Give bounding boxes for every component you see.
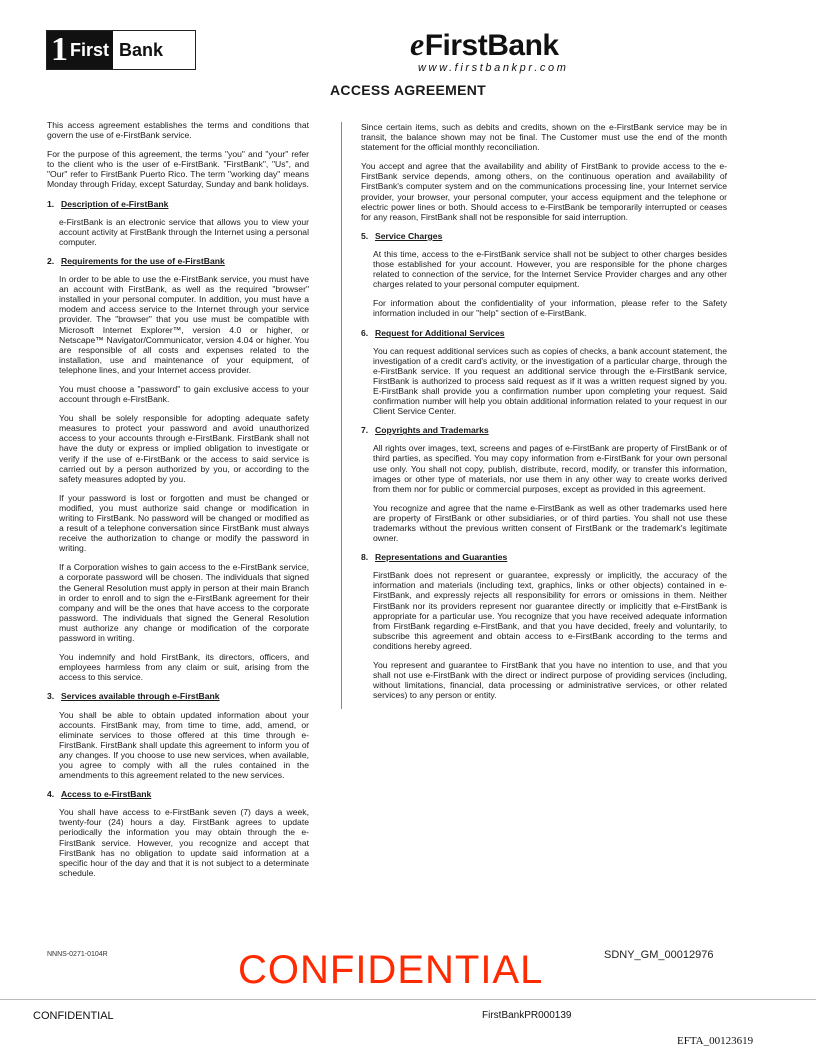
- section-4-paragraph-1: You shall have access to e-FirstBank seven (7) days a week, twenty-four (24) hours a day. FirstBank agrees to update periodically the information you may obtain through the e-FirstBank service. However, you recognize and accept that FirstBank has no obligation to update said information at a specific hour of the day and that it is not subject to a determinate schedule.: [59, 807, 309, 878]
- section-4-paragraph-2: Since certain items, such as debits and credits, shown on the e-FirstBank service may be in transit, the balance shown may not be final. The Customer must use the end of the month statement for the official monthly reconciliation.: [361, 122, 727, 153]
- section-2-paragraph-3: You shall be solely responsible for adopting adequate safety measures to protect your password and avoid unauthorized access to your accounts through e-FirstBank. FirstBank shall not have the duty or express or implied obligation to investigate or verify if the use of e-FirstBank or the access to said service is carried out by a person authorized by you, or according to the safety measures adopted by you.: [59, 413, 309, 484]
- confidential-stamp: CONFIDENTIAL: [238, 948, 544, 992]
- section-7-heading: [361, 425, 727, 435]
- section-2-paragraph-1: In order to be able to use the e-FirstBank service, you must have an account with FirstBank, as well as the required "browser" installed in your personal computer. In addition, you must have a modem and access service to the Internet through your service provider. The "browser" that you use must be compatible with Microsoft Internet Explorer™, version 4.0 or higher, or Netscape™ Navigator/Communicator, version 4.04 or higher. You are responsible of all costs and expenses related to the installation, use and maintenance of your equipment, of telephone lines, and your Internet access provider.: [59, 274, 309, 375]
- section-8-title: Representations and Guaranties: [375, 552, 508, 563]
- section-4-number: 4.: [47, 789, 55, 800]
- section-2-title: Requirements for the use of e-FirstBank: [61, 255, 225, 266]
- section-7-paragraph-2: You recognize and agree that the name e-FirstBank as well as other trademarks used here are property of FirstBank or other subsidiaries, or of third parties. You shall not use these trademarks without the previous written consent of FirstBank or the trademark's legitimate owner.: [373, 502, 727, 544]
- section-3-paragraph-1: You shall be able to obtain updated information about your accounts. FirstBank may, from time to time, add, amend, or eliminate services to those offered at this time through e-FirstBank. FirstBank shall update this agreement to inform you of any changes. If you choose to use new services, when available, you agree to comply with all the rules contained in the amendments to this agreement related to the new services.: [59, 709, 309, 781]
- section-2-paragraph-5: If a Corporation wishes to gain access to the e-FirstBank service, a corporate password will be chosen. The individuals that signed the General Resolution must apply in person at their main Branch in order to enroll and to sign the e-FirstBank agreement for their company and will be the ones that have access to the corporate password. The individuals that signed the General Resolution must authorize any change or modification of the corporate password in writing.: [59, 562, 309, 644]
- logo-right-brand-text: FirstBank: [424, 29, 559, 62]
- section-7-number: 7.: [361, 425, 369, 436]
- section-1-heading: [47, 199, 309, 209]
- form-code: NNNS-0271-0104R: [47, 951, 108, 958]
- section-8-paragraph-1: FirstBank does not represent or guarantee, expressly or implicitly, the accuracy of the information and materials (including text, graphics, links or other objects) contained in e-FirstBank, and expressly rejects all responsibility for errors or omissions in them. Neither FirstBank nor its providers represent nor guarantee directly or implicitly that e-FirstBank is appropriate for a particular use. You recognize that you have received adequate information from FirstBank regarding e-FirstBank, and that you have decided, freely and voluntarily, to subscribe this agreement and obtain access to e-FirstBank according to the terms and conditions hereby agreed.: [373, 570, 727, 651]
- swoosh-icon: e: [410, 26, 424, 62]
- logo-one-glyph: 1: [51, 31, 68, 68]
- section-3-heading: [47, 691, 309, 701]
- section-4-heading: [47, 789, 309, 799]
- section-1-number: 1.: [47, 198, 55, 209]
- bates-number-bottom: FirstBankPR000139: [482, 1010, 572, 1021]
- section-5-title: Service Charges: [375, 230, 443, 241]
- section-4-paragraph-3: You accept and agree that the availability and ability of FirstBank to provide access to the e-FirstBank service depends, among others, on the continuous operation and availability of FirstBank's computer system and on the communications processing line, your Internet service provider, your browser, your personal computer, your access equipment and the telephone or electric power lines or both. Should access to e-FirstBank be temporarily interrupted or ceases for any reason, FirstBank shall not be responsible for said interruption.: [361, 161, 727, 222]
- section-2-number: 2.: [47, 255, 55, 266]
- logo-right-url: www.firstbankpr.com: [418, 62, 569, 74]
- efta-number: EFTA_00123619: [677, 1035, 754, 1047]
- section-7-title: Copyrights and Trademarks: [375, 425, 489, 436]
- logo-right-brand: [410, 26, 559, 63]
- right-column: [341, 122, 749, 709]
- intro-paragraph-1: This access agreement establishes the terms and conditions that govern the use of e-FirstBank service.: [47, 120, 309, 141]
- section-5-paragraph-1: At this time, access to the e-FirstBank service shall not be subject to other charges besides those established for your account. However, you are responsible for the phone charges related to connection of the service, for the Internet Service Provider charges and any other charges related to your personal computer equipment.: [373, 248, 727, 290]
- section-6-number: 6.: [361, 327, 369, 338]
- section-8-number: 8.: [361, 552, 369, 563]
- logo-mark: [47, 31, 113, 69]
- section-7-paragraph-1: All rights over images, text, screens and pages of e-FirstBank are property of FirstBank or of third parties, as specified. You may copy information from e-FirstBank for your own personal use only. You shall not copy, publish, distribute, record, modify, or transfer this information, images or other type of materials, nor use them in any other way to create works derived from them nor for public or commercial purposes, except as provided in this agreement.: [373, 443, 727, 494]
- section-3-number: 3.: [47, 691, 55, 702]
- section-1-paragraph-1: e-FirstBank is an electronic service that allows you to view your account activity at FirstBank through the Internet using a personal computer.: [59, 216, 309, 247]
- section-8-paragraph-2: You represent and guarantee to FirstBank that you have no intention to use, and that you shall not use e-FirstBank with the direct or indirect purpose of providing services (including, without limitations, financial, data processing or administrative services, or other related services) to any person or entity.: [373, 660, 727, 701]
- section-2-paragraph-4: If your password is lost or forgotten and must be changed or modified, you must authorize said change or modification in writing to FirstBank. No password will be changed or modified as a result of a telephone conversation since FirstBank must always receive the authorization to change or modify the password in writing.: [59, 492, 309, 554]
- left-column: [47, 120, 309, 887]
- right-column-content: [351, 122, 727, 700]
- section-2-paragraph-6: You indemnify and hold FirstBank, its directors, officers, and employees harmless from any claim or suit, arising from the access to this service.: [59, 652, 309, 683]
- section-6-title: Request for Additional Services: [375, 327, 505, 338]
- firstbank-logo-left: [46, 30, 196, 70]
- section-1-title: Description of e-FirstBank: [61, 198, 169, 209]
- section-3-title: Services available through e-FirstBank: [61, 691, 220, 702]
- section-8-heading: [361, 552, 727, 562]
- section-5-paragraph-2: For information about the confidentiality of your information, please refer to the Safety information included in our "help" section of e-FirstBank.: [373, 298, 727, 319]
- section-2-heading: [47, 256, 309, 266]
- footer-divider: [0, 999, 816, 1000]
- confidential-label: CONFIDENTIAL: [33, 1010, 114, 1022]
- page-title: ACCESS AGREEMENT: [330, 82, 486, 98]
- logo-first-text: First: [70, 39, 110, 60]
- section-2-paragraph-2: You must choose a "password" to gain exclusive access to your account through e-FirstBank.: [59, 383, 309, 405]
- firstbank-logo-right: [410, 24, 590, 80]
- section-4-title: Access to e-FirstBank: [61, 789, 152, 800]
- section-5-heading: [361, 231, 727, 241]
- section-5-number: 5.: [361, 230, 369, 241]
- section-6-heading: [361, 328, 727, 338]
- intro-paragraph-2: For the purpose of this agreement, the terms "you" and "your" refer to the client who is the user of e-FirstBank. "FirstBank", "Us", and "Our" refer to FirstBank Puerto Rico. The term "working day" means Monday through Friday, except Saturday, Sunday and bank holidays.: [47, 149, 309, 190]
- logo-bank-text: Bank: [119, 39, 164, 60]
- bates-number-top: SDNY_GM_00012976: [604, 949, 714, 961]
- section-6-paragraph-1: You can request additional services such as copies of checks, a bank account statement, the investigation of a credit card's activity, or the investigation of a particular charge, through the e-FirstBank service. If you request an additional service through the e-FirstBank service, FirstBank is authorized to process said request as if it was a written request signed by you. E-FirstBank shall provide you a confirmation number upon completing your request. Said confirmation number will help you obtain additional information related to your request in our Client Service Center.: [373, 345, 727, 417]
